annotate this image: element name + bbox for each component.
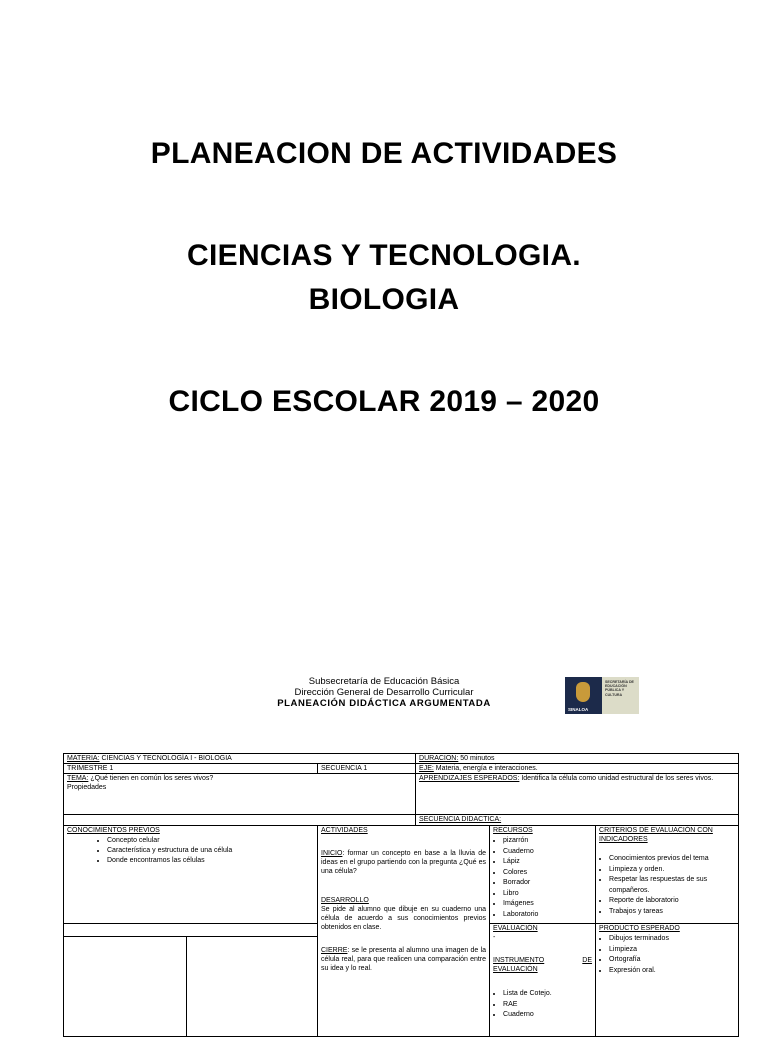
conocimientos-list [67,836,314,866]
productos-list [599,934,735,976]
instrumentos-list [493,989,592,1021]
list-item: • Lápiz [503,857,592,868]
secuencia-cell: SECUENCIA 1 [318,764,416,774]
producto-cell: PRODUCTO ESPERADO • Dibujos terminados • Limpieza • Ortografía • Expresión oral. [596,924,739,1037]
aprendizajes-cell: APRENDIZAJES ESPERADOS: Identifica la célula como unidad estructural de los seres vivos. [416,774,739,815]
list-item: • Limpieza [609,945,735,956]
list-item: • Característica y estructura de una célula [107,846,314,856]
empty-cell [64,937,187,1037]
list-item: • Expresión oral. [609,966,735,977]
logo-emblem-block [565,677,602,714]
recursos-cell: RECURSOS • pizarrón • Cuaderno • Lápiz • Colores • Borrador • Libro • Imágenes • Laboratorio [490,826,596,924]
materia-cell: MATERIA: CIENCIAS Y TECNOLOGÍA I - BIOLOGIA [64,754,416,764]
empty-cell [64,924,318,937]
criterios-cell: CRITERIOS DE EVALUACIÓN CON INDICADORES • Conocimientos previos del tema • Limpieza y orden. • Respetar las respuestas de sus compañeros. • Reporte de laboratorio • Trabajos y tareas [596,826,739,924]
header-line-1: Subsecretaría de Educación Básica [308,676,460,687]
shield-icon [576,682,590,702]
list-item: • Reporte de laboratorio [609,896,735,907]
recursos-list [493,836,592,920]
header-line-2: Dirección General de Desarrollo Curricular [294,687,474,698]
evaluacion-cell: EVALUACIÓN - INSTRUMENTO DE EVALUACIÓN • Lista de Cotejo. • RAE • Cuaderno [490,924,596,1037]
duracion-cell: DURACION: 50 minutos [416,754,739,764]
tema-cell: TEMA: ¿Qué tienen en común los seres vivos? Propiedades [64,774,416,815]
logo-text: SINALOA [568,707,589,712]
list-item: • Imágenes [503,899,592,910]
actividades-cell: ACTIVIDADES INICIO: formar un concepto en base a la lluvia de ideas en el grupo partiendo con la pregunta ¿Qué es una célula? DESARROLLO Se pide al alumno que dibuje en su cuaderno una célula de acuerdo a sus conocimientos previos obtenidos en clase. CIERRE: se le presenta al alumno una imagen de la célula real, para que realicen una comparación entre su idea y lo real. [318,826,490,1037]
criterios-list [599,854,735,917]
logo-side-text: SECRETARÍA DE EDUCACIÓN PÚBLICA Y CULTURA [605,680,634,697]
list-item: • Ortografía [609,955,735,966]
empty-cell [187,937,318,1037]
list-item: • pizarrón [503,836,592,847]
list-item: • Trabajos y tareas [609,907,735,918]
trimestre-cell: TRIMESTRE 1 [64,764,318,774]
secuencia-didactica-cell: SECUENCIA DIDACTICA: [416,815,739,826]
list-item: • Limpieza y orden. [609,865,735,876]
school-year-title: CICLO ESCOLAR 2019 – 2020 [168,385,600,418]
empty-cell [64,815,416,826]
list-item: • Cuaderno [503,1010,592,1021]
planning-table [63,753,739,1037]
list-item: • Dibujos terminados [609,934,735,945]
list-item: • Cuaderno [503,847,592,858]
list-item: • Conocimientos previos del tema [609,854,735,865]
header-line-3: PLANEACIÓN DIDÁCTICA ARGUMENTADA [277,698,491,709]
list-item: • Concepto celular [107,836,314,846]
list-item: • Lista de Cotejo. [503,989,592,1000]
subject-title: CIENCIAS Y TECNOLOGIA. [187,239,581,272]
list-item: • Colores [503,868,592,879]
list-item: • Donde encontramos las células [107,856,314,866]
sinaloa-logo [565,677,639,714]
page-title: PLANEACION DE ACTIVIDADES [150,137,618,170]
list-item: • Libro [503,889,592,900]
subject-subtitle: BIOLOGIA [308,283,460,316]
list-item: • Borrador [503,878,592,889]
conocimientos-cell: CONOCIMIENTOS PREVIOS • Concepto celular • Característica y estructura de una célula • Donde encontramos las células [64,826,318,924]
list-item: • RAE [503,1000,592,1011]
eje-cell: EJE: Materia, energía e interacciones. [416,764,739,774]
list-item: • Laboratorio [503,910,592,921]
list-item: • Respetar las respuestas de sus compañeros. [609,875,735,896]
